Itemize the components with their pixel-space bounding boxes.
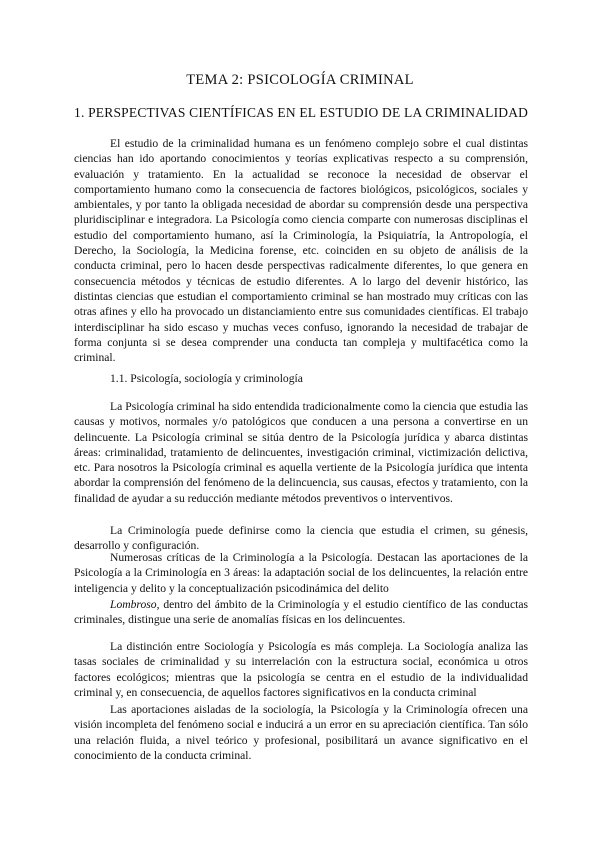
- paragraph-text: Numerosas críticas de la Criminología a la Psicología. Destacan las aportaciones de la Psicología a la Criminología en 3 áreas: la adaptación social de los delincuentes, la relación entre inteligencia y delito y la conceptualización psicodinámica del delito: [74, 551, 528, 595]
- lombroso-name: Lombroso: [110, 598, 157, 611]
- paragraph-criminologia: [74, 523, 528, 554]
- paragraph-psicologia-criminal: [74, 399, 528, 506]
- paragraph-lombroso: [74, 597, 528, 628]
- paragraph-text: La Psicología criminal ha sido entendida tradicionalmente como la ciencia que estudia las causas y motivos, normales y/o patológicos que conducen a una persona a convertirse en un delincuente. La Psicología criminal se sitúa dentro de la Psicología jurídica y abarca distintas áreas: criminalidad, tratamiento de delincuentes, investigación criminal, victimización delictiva, etc. Para nosotros la Psicología criminal es aquella vertiente de la Psicología jurídica que intenta abordar la comprensión del fenómeno de la delincuencia, sus causas, efectos y tratamiento, con la finalidad de ayudar a su reducción mediante métodos preventivos o interventivos.: [74, 400, 528, 505]
- document-title: TEMA 2: PSICOLOGÍA CRIMINAL: [186, 72, 414, 88]
- paragraph-text: Las aportaciones aisladas de la sociología, la Psicología y la Criminología ofrecen una visión incompleta del fenómeno social e inducirá a un error en su apreciación científica. Tan sólo una relación fluida, a nivel teórico y profesional, posibilitará un avance significativo en el conocimiento de la conducta criminal.: [74, 703, 528, 762]
- paragraph-intro: [74, 136, 528, 365]
- paragraph-text: La Criminología puede definirse como la ciencia que estudia el crimen, su génesis, desarrollo y configuración.: [74, 524, 528, 553]
- paragraph-text: , dentro del ámbito de la Criminología y el estudio científico de las conductas criminales, distingue una serie de anomalías físicas en los delincuentes.: [74, 598, 528, 627]
- section-heading: 1. PERSPECTIVAS CIENTÍFICAS EN EL ESTUDIO DE LA CRIMINALIDAD: [74, 105, 529, 120]
- paragraph-criticas: [74, 550, 528, 596]
- paragraph-text: La distinción entre Sociología y Psicología es más compleja. La Sociología analiza las tasas sociales de criminalidad y su interrelación con la estructura social, económica u otros factores ecológicos; mientras que la psicología se centra en el estudio de la individualidad criminal y, en consecuencia, de aquellos factores significativos en la conducta criminal: [74, 640, 528, 699]
- paragraph-sociologia: [74, 639, 528, 700]
- paragraph-conclusion: [74, 702, 528, 763]
- subsection-heading: 1.1. Psicología, sociología y criminología: [110, 372, 303, 385]
- paragraph-text: El estudio de la criminalidad humana es un fenómeno complejo sobre el cual distintas ciencias han ido aportando conocimientos y teorías explicativas respecto a su comprensión, evaluación y tratamiento. En la actualidad se reconoce la necesidad de observar el comportamiento humano como la consecuencia de factores biológicos, psicológicos, sociales y ambientales, y por tanto la obligada necesidad de abordar su comprensión desde una perspectiva pluridisciplinar e integradora. La Psicología como ciencia comparte con numerosas disciplinas el estudio del comportamiento humano, así la Criminología, la Psiquiatría, la Antropología, el Derecho, la Sociología, la Medicina forense, etc. coinciden en su objeto de análisis de la conducta criminal, pero lo hacen desde perspectivas radicalmente diferentes, lo que genera en consecuencia métodos y técnicas de estudio diferentes. A lo largo del devenir histórico, las distintas ciencias que estudian el comportamiento criminal se han mostrado muy críticas con las otras afines y ello ha provocado un distanciamiento entre sus comunidades científicas. El trabajo interdisciplinar ha sido escaso y muchas veces confuso, ignorando la necesidad de trabajar de forma conjunta si se desea comprender una conducta tan compleja y multifacética como la criminal.: [74, 137, 528, 365]
